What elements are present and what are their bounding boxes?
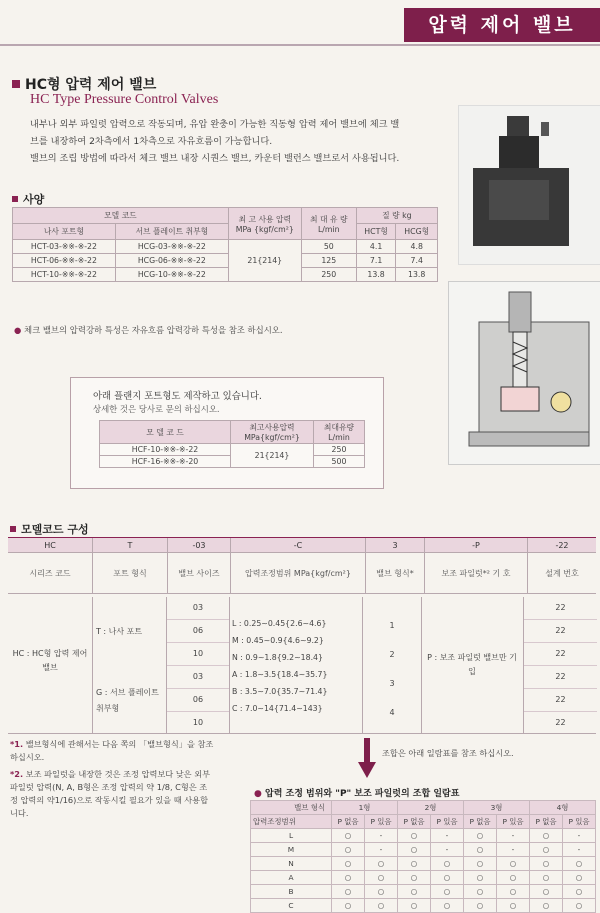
flange-model: HCF-10-※※-※-22: [100, 444, 231, 456]
combo-range: N: [251, 857, 332, 871]
section-title-text: HC형 압력 제어 밸브: [25, 77, 157, 93]
combo-cell: ○: [497, 871, 530, 885]
combo-cell: ○: [398, 871, 431, 885]
divider: [92, 597, 93, 733]
combo-type: 4형: [530, 801, 596, 815]
port-g-desc: G : 서브 플레이트 취부형: [96, 688, 159, 713]
intro-line: 내부나 외부 파일럿 압력으로 작동되며, 유압 완충이 가능한 직동형 압력 제어 밸브에 체크 밸: [30, 119, 400, 130]
table-row: [13, 240, 438, 254]
page-banner: 압력 제어 밸브: [404, 8, 600, 42]
flange-box: [70, 377, 384, 489]
size-column: [166, 597, 230, 733]
combo-sub: P 없음: [464, 815, 497, 829]
table-row: [100, 444, 365, 456]
combo-cell: ○: [464, 885, 497, 899]
table-row: [251, 857, 596, 871]
flange-flow: 500: [314, 456, 365, 468]
design-cell: 22: [555, 718, 566, 727]
spec-thread: HCT-10-※※-※-22: [13, 268, 116, 282]
combo-cell: ○: [431, 857, 464, 871]
type-item: 4: [389, 708, 395, 717]
footnotes: [10, 738, 215, 820]
valve-photo: [458, 105, 600, 265]
combo-cell: ○: [464, 857, 497, 871]
spec-col-model: 모델 코드: [13, 208, 229, 224]
spec-col-mass: 질 량 kg: [356, 208, 437, 224]
combo-cell: ○: [530, 885, 563, 899]
bullet-square-icon: [12, 80, 20, 88]
combo-title: [254, 786, 459, 799]
combo-cell: -: [563, 829, 596, 843]
combo-cell: ○: [464, 829, 497, 843]
spec-flow: 50: [301, 240, 356, 254]
combo-cell: ○: [563, 871, 596, 885]
flange-col-model: 모 델 코 드: [100, 421, 231, 444]
combo-cell: ○: [332, 843, 365, 857]
bullet-dot-icon: ●: [254, 789, 262, 799]
spec-pressure: 21{214}: [228, 240, 301, 282]
combo-cell: ○: [497, 857, 530, 871]
code-label: 밸브 사이즈: [168, 553, 231, 594]
combo-cell: ○: [563, 899, 596, 913]
flange-table: [99, 420, 365, 468]
design-cell: 22: [524, 620, 597, 643]
combo-cell: ○: [398, 829, 431, 843]
combo-cell: -: [497, 829, 530, 843]
footnote-mark: *2.: [10, 769, 24, 779]
combo-sub: P 없음: [332, 815, 365, 829]
intro-text: [30, 116, 435, 167]
combo-cell: ○: [431, 871, 464, 885]
spec-hct: 4.1: [356, 240, 396, 254]
combo-cell: ○: [530, 871, 563, 885]
combo-cell: ○: [530, 843, 563, 857]
combo-sub: P 있음: [431, 815, 464, 829]
combo-cell: ○: [530, 829, 563, 843]
type-item: 3: [389, 679, 395, 688]
spec-hcg: 7.4: [396, 254, 438, 268]
combo-cell: ○: [398, 885, 431, 899]
combo-cell: ○: [431, 899, 464, 913]
spec-col-hcg: HCG형: [396, 224, 438, 240]
spec-sub: HCG-10-※※-※-22: [115, 268, 228, 282]
combo-cell: ○: [464, 899, 497, 913]
combo-cell: -: [365, 829, 398, 843]
combo-table: [250, 800, 596, 913]
combo-corner-top: 밸브 형식: [251, 801, 332, 815]
combo-cell: ○: [332, 857, 365, 871]
range-item: M : 0.45∼0.9{4.6∼9.2}: [232, 636, 324, 645]
combo-corner-bottom: 압력조정범위: [251, 815, 332, 829]
design-cell: 22: [524, 597, 597, 620]
flange-col-flow: 최대유량 L/min: [314, 421, 365, 444]
combo-range: L: [251, 829, 332, 843]
spec-hcg: 4.8: [396, 240, 438, 254]
combo-cell: ○: [398, 899, 431, 913]
combo-cell: ○: [563, 857, 596, 871]
footnote: [10, 738, 215, 764]
design-cell: 22: [524, 666, 597, 689]
combo-sub: P 있음: [365, 815, 398, 829]
combo-sub: P 있음: [563, 815, 596, 829]
range-item: L : 0.25∼0.45{2.6∼4.6}: [232, 619, 327, 628]
footnote-text: 밸브형식에 관해서는 다음 쪽의 「밸브형식」을 참조 하십시오.: [10, 739, 214, 762]
spec-heading: [12, 191, 44, 207]
table-row: [13, 268, 438, 282]
design-column: [523, 597, 597, 733]
code-label: 밸브 형식*: [366, 553, 425, 594]
design-cell: 22: [524, 643, 597, 666]
spec-hcg: 13.8: [396, 268, 438, 282]
model-code-body: [8, 597, 596, 734]
bullet-dot-icon: ●: [14, 325, 22, 335]
combo-cell: ○: [365, 871, 398, 885]
combo-cell: -: [365, 843, 398, 857]
table-row: [251, 871, 596, 885]
range-item: B : 3.5∼7.0{35.7∼71.4}: [232, 687, 328, 696]
combo-cell: ○: [497, 899, 530, 913]
section-subtitle: HC Type Pressure Control Valves: [30, 92, 219, 107]
size-cell: 03: [167, 597, 229, 620]
combo-cell: ○: [365, 857, 398, 871]
bullet-square-icon: [12, 196, 18, 202]
port-t-desc: T : 나사 포트: [96, 627, 143, 636]
flange-subtitle: 상세한 것은 당사로 문의 하십시오.: [93, 404, 220, 414]
flange-title: 아래 플랜지 포트형도 제작하고 있습니다.: [93, 391, 262, 402]
series-desc: HC : HC형 압력 제어 밸브: [12, 649, 88, 672]
range-item: C : 7.0∼14{71.4∼143}: [232, 704, 323, 713]
table-row: [251, 885, 596, 899]
size-cell: 03: [167, 666, 229, 689]
combo-sub: P 없음: [398, 815, 431, 829]
divider: [421, 597, 422, 733]
valve-cutaway-diagram: [448, 281, 600, 465]
spec-col-sub: 서브 플레이트 취부형: [115, 224, 228, 240]
combo-cell: ○: [398, 843, 431, 857]
size-cell: 10: [167, 643, 229, 666]
combo-sub: P 없음: [530, 815, 563, 829]
combo-cell: ○: [332, 829, 365, 843]
type-item: 2: [389, 650, 395, 659]
model-code-heading: [10, 521, 89, 537]
spec-hct: 13.8: [356, 268, 396, 282]
spec-col-hct: HCT형: [356, 224, 396, 240]
spec-col-thread: 나사 포트형: [13, 224, 116, 240]
footnote: [10, 768, 215, 820]
arrow-down-icon: [358, 738, 376, 784]
combo-type: 3형: [464, 801, 530, 815]
flange-pressure: 21{214}: [231, 444, 314, 468]
combo-range: C: [251, 899, 332, 913]
table-row: [13, 254, 438, 268]
spec-col-flow: 최 대 유 량 L/min: [301, 208, 356, 240]
spec-col-pressure: 최 고 사용 압력 MPa {kgf/cm²}: [228, 208, 301, 240]
type-list: [363, 611, 421, 727]
design-cell: 22: [524, 689, 597, 712]
table-row: [251, 843, 596, 857]
spec-sub: HCG-03-※※-※-22: [115, 240, 228, 254]
combo-range: A: [251, 871, 332, 885]
size-cell: 06: [167, 689, 229, 712]
combo-cell: ○: [563, 885, 596, 899]
flange-flow: 250: [314, 444, 365, 456]
combo-cell: -: [431, 829, 464, 843]
code-label: 시리즈 코드: [8, 553, 93, 594]
combo-body: [251, 829, 596, 913]
combo-cell: ○: [332, 899, 365, 913]
combo-cell: -: [563, 843, 596, 857]
combo-cell: ○: [365, 885, 398, 899]
spec-note-text: 체크 밸브의 압력강하 특성은 자유흐름 압력강하 특성을 참조 하십시오.: [23, 325, 283, 335]
spec-flow: 125: [301, 254, 356, 268]
combo-cell: ○: [530, 899, 563, 913]
code-label: 보조 파일럿*² 기 호: [425, 553, 528, 594]
combo-cell: ○: [332, 871, 365, 885]
code-label: 압력조정범위 MPa{kgf/cm²}: [231, 553, 366, 594]
model-code-table: [8, 537, 596, 594]
code-part: -C: [231, 538, 366, 553]
spec-note: [14, 324, 283, 336]
spec-sub: HCG-06-※※-※-22: [115, 254, 228, 268]
combo-cell: ○: [497, 885, 530, 899]
code-part: HC: [8, 538, 93, 553]
code-part: T: [93, 538, 168, 553]
pilot-desc: P : 보조 파일럿 밸브만 기입: [427, 653, 517, 676]
bullet-square-icon: [10, 526, 16, 532]
model-code-heading-text: 모델코드 구성: [21, 523, 89, 536]
banner-divider: [0, 44, 600, 46]
combo-cell: -: [497, 843, 530, 857]
section-title: [12, 74, 156, 94]
combo-cell: ○: [431, 885, 464, 899]
table-row: [251, 829, 596, 843]
combo-title-text: 압력 조정 범위와 "P" 보조 파일럿의 조합 일람표: [265, 789, 460, 799]
combo-cell: ○: [332, 885, 365, 899]
code-part: 3: [366, 538, 425, 553]
intro-line: 브를 내장하여 2차측에서 1차측으로 자유흐름이 가능합니다.: [30, 136, 273, 147]
range-list: [232, 615, 362, 717]
code-part: -22: [528, 538, 597, 553]
combo-cell: ○: [464, 871, 497, 885]
spec-thread: HCT-06-※※-※-22: [13, 254, 116, 268]
code-part: -P: [425, 538, 528, 553]
combo-sub: P 있음: [497, 815, 530, 829]
spec-hct: 7.1: [356, 254, 396, 268]
size-cell: 06: [167, 620, 229, 643]
table-row: [251, 899, 596, 913]
combo-cell: -: [431, 843, 464, 857]
combo-range: M: [251, 843, 332, 857]
range-item: A : 1.8∼3.5{18.4∼35.7}: [232, 670, 328, 679]
code-label: 설계 번호: [528, 553, 597, 594]
flange-col-pressure: 최고사용압력 MPa{kgf/cm²}: [231, 421, 314, 444]
spec-flow: 250: [301, 268, 356, 282]
combo-type: 1형: [332, 801, 398, 815]
flange-model: HCF-16-※※-※-20: [100, 456, 231, 468]
combo-cell: ○: [365, 899, 398, 913]
spec-heading-text: 사양: [23, 193, 45, 206]
combo-type: 2형: [398, 801, 464, 815]
intro-line: 밸브의 조립 방법에 따라서 체크 밸브 내장 시퀀스 밸브, 카운터 밸런스 밸브로서 사용됩니다.: [30, 153, 400, 164]
code-part: -03: [168, 538, 231, 553]
range-item: N : 0.9∼1.8{9.2∼18.4}: [232, 653, 323, 662]
footnote-text: 보조 파일럿을 내장한 것은 조정 압력보다 낮은 외부 파일럿 압력(N, A, B형은 조정 압력의 약 1/8, C형은 조정 압력의 약1/16)으로 작동시킬 필요가 있을 때 사용합니다.: [10, 769, 211, 818]
code-label: 포트 형식: [93, 553, 168, 594]
footnote-mark: *1.: [10, 739, 24, 749]
combo-range: B: [251, 885, 332, 899]
combo-cell: ○: [398, 857, 431, 871]
spec-table: [12, 207, 438, 282]
combo-cell: ○: [530, 857, 563, 871]
combo-reference-note: 조합은 아래 일람표를 참조 하십시오.: [382, 748, 514, 758]
spec-thread: HCT-03-※※-※-22: [13, 240, 116, 254]
type-item: 1: [389, 621, 395, 630]
combo-cell: ○: [464, 843, 497, 857]
size-cell: 10: [192, 718, 204, 727]
